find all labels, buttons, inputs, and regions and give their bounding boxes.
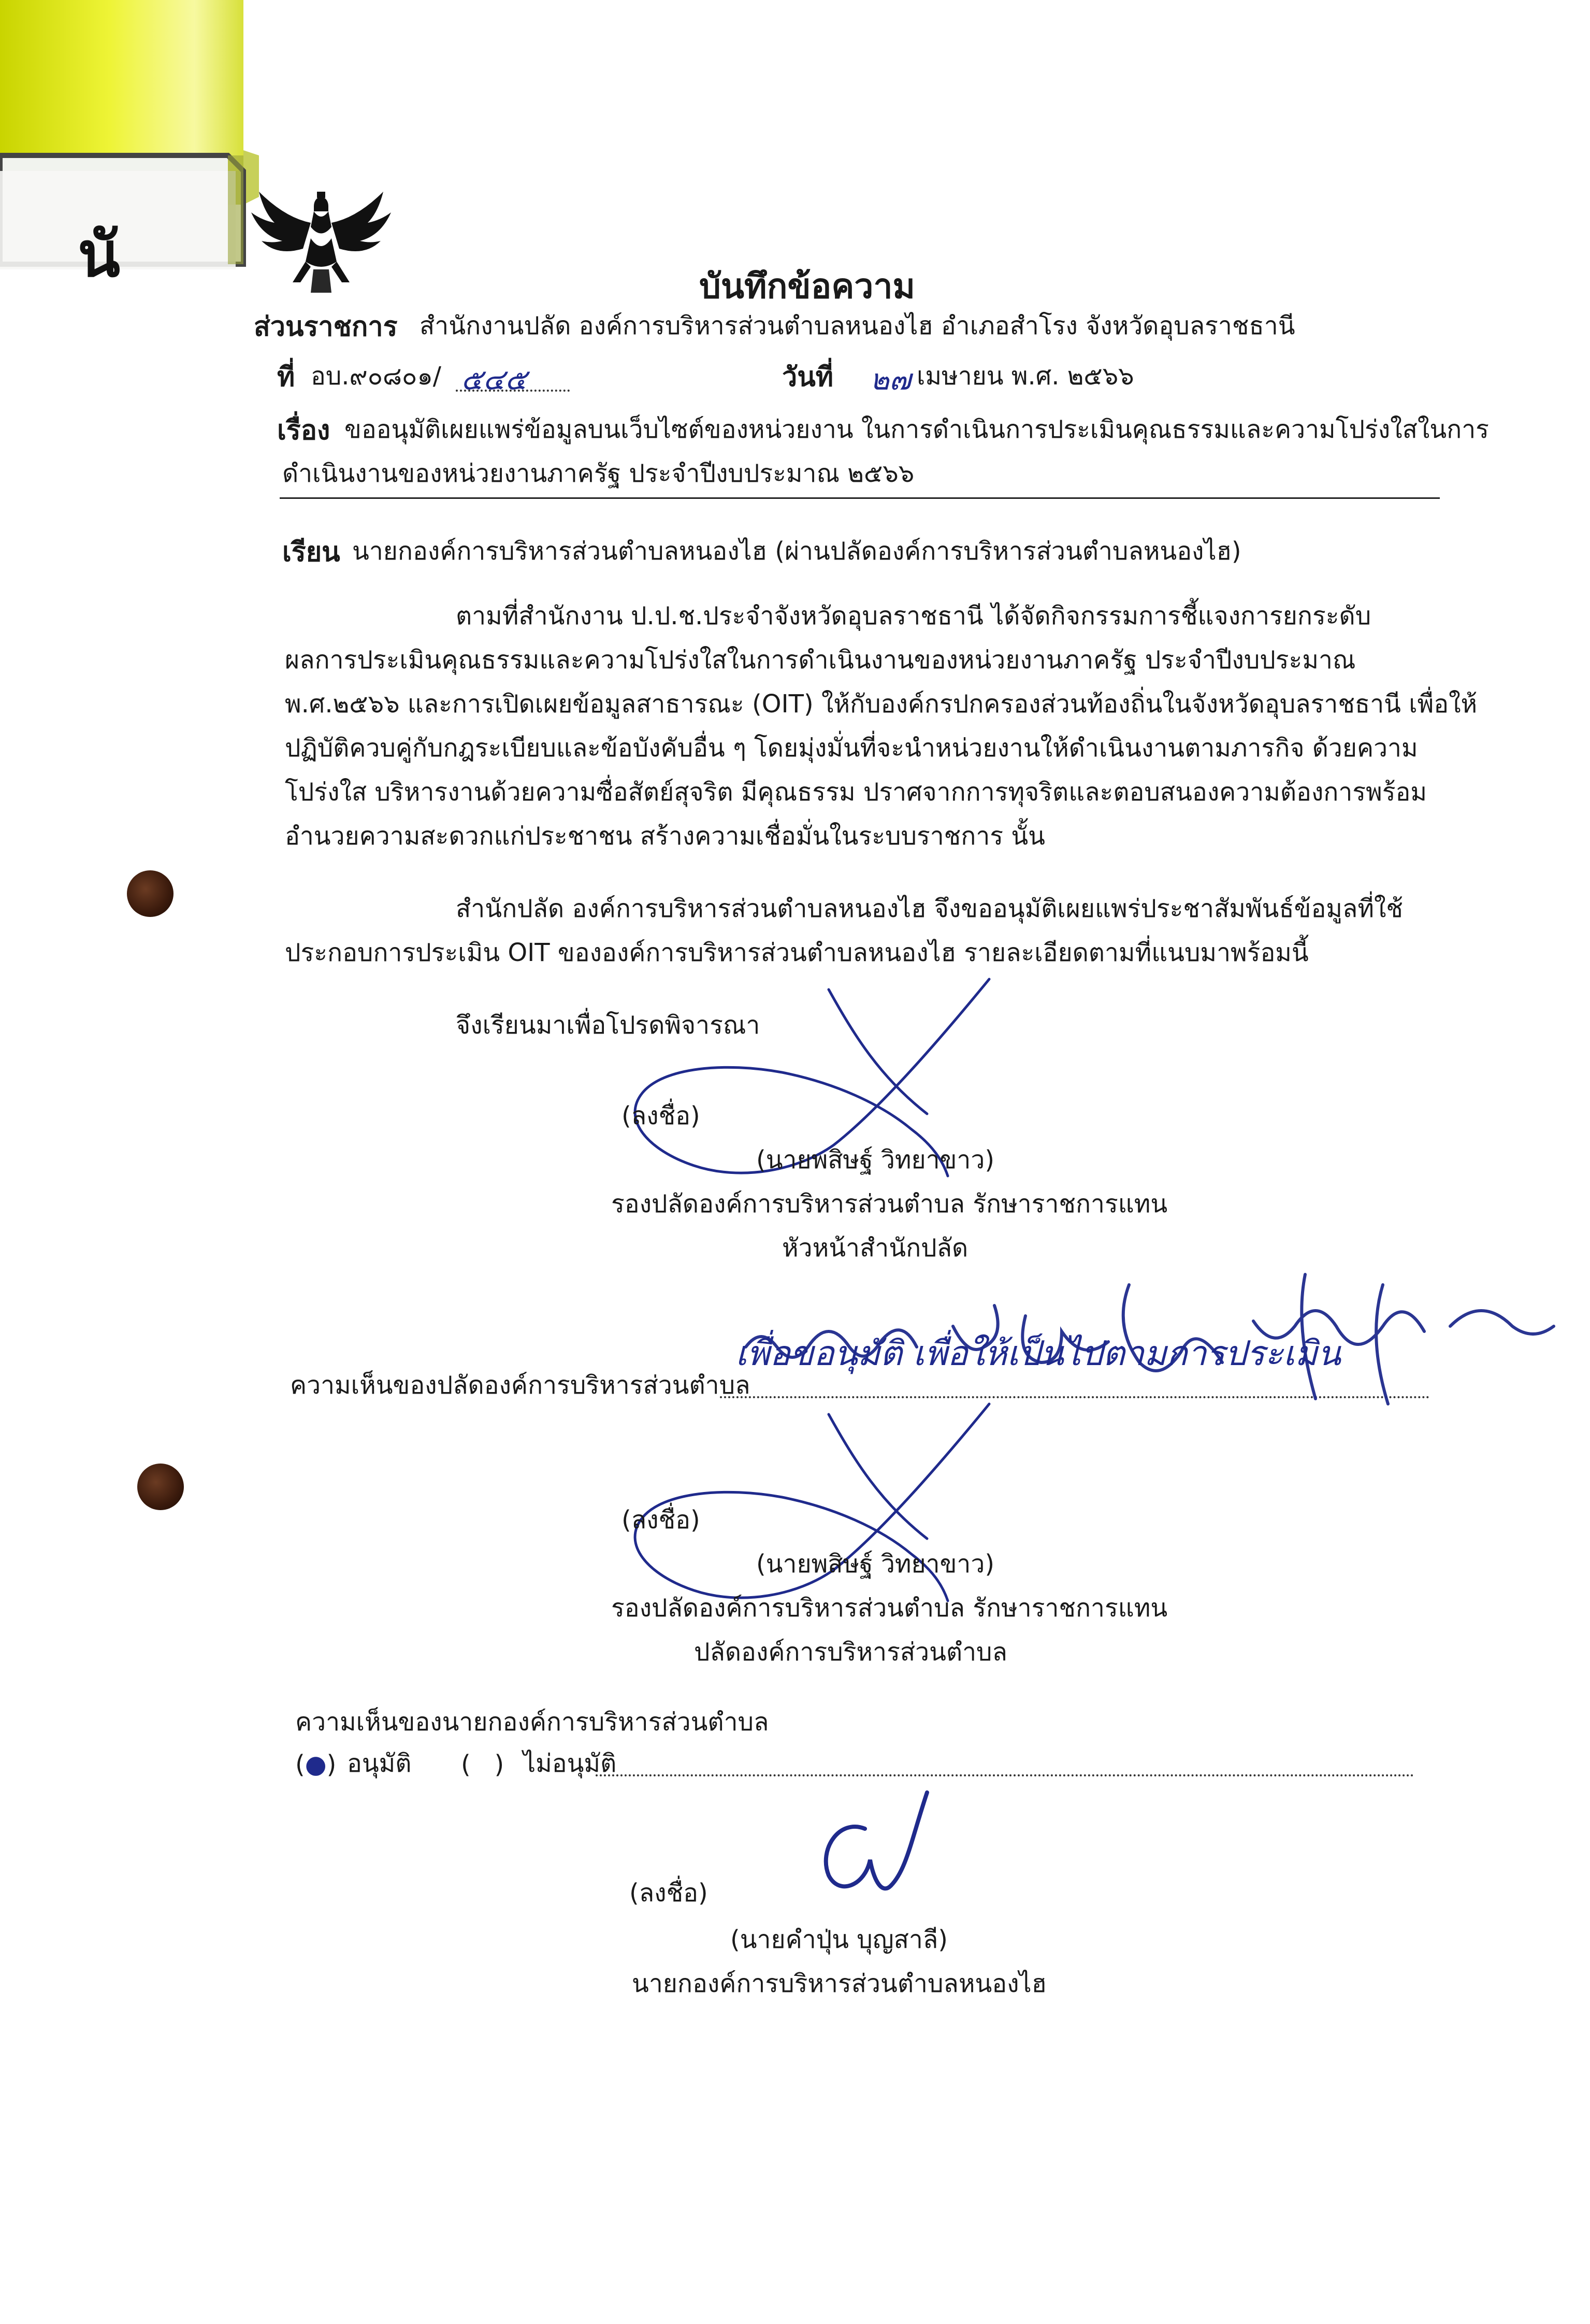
closing-line: จึงเรียนมาเพื่อโปรดพิจารณา <box>456 1011 760 1040</box>
ref-dotted-line <box>456 390 570 392</box>
deputy-opinion-label: ความเห็นของปลัดองค์การบริหารส่วนตำบล <box>290 1371 750 1400</box>
p1-line-1: ตามที่สำนักงาน ป.ป.ช.ประจำจังหวัดอุบลราชธานี ได้จัดกิจกรรมการชี้แจงการยกระดับ <box>456 601 1371 630</box>
date-rest: เมษายน พ.ศ. ๒๕๖๖ <box>917 362 1134 391</box>
binder-clip <box>0 0 259 269</box>
approve-mark-icon: ● <box>305 1750 327 1779</box>
agency-label: ส่วนราชการ <box>254 311 398 342</box>
memo-title: บันทึกข้อความ <box>699 266 916 306</box>
p1-line-3: พ.ศ.๒๕๖๖ และการเปิดเผยข้อมูลสาธารณะ (OIT) ให้กับองค์กรปกครองส่วนท้องถิ่นในจังหวัดอุบลราชธานี เพื่อให้ <box>285 690 1478 719</box>
to-value: นายกองค์การบริหารส่วนตำบลหนองไฮ (ผ่านปลัดองค์การบริหารส่วนตำบลหนองไฮ) <box>352 537 1241 566</box>
sig1-name: (นายพสิษฐ์ วิทยาขาว) <box>756 1145 995 1174</box>
signature-3-scribble <box>808 1782 943 1917</box>
signature-1-scribble <box>611 974 1025 1223</box>
punch-hole-bottom <box>137 1464 184 1510</box>
p2-line-1: สำนักปลัด องค์การบริหารส่วนตำบลหนองไฮ จึงขออนุมัติเผยแพร่ประชาสัมพันธ์ข้อมูลที่ใช้ <box>456 894 1403 923</box>
ref-label: ที่ <box>277 362 295 393</box>
garuda-emblem-icon <box>249 187 394 295</box>
sig3-name: (นายคำปุ่น บุญสาลี) <box>730 1925 948 1954</box>
date-label: วันที่ <box>782 362 834 393</box>
sig1-sign-label: (ลงชื่อ) <box>621 1101 700 1130</box>
approve-label: อนุมัติ <box>347 1749 412 1778</box>
sig3-position-1: นายกองค์การบริหารส่วนตำบลหนองไฮ <box>632 1969 1047 1998</box>
mayor-opinion-label: ความเห็นของนายกองค์การบริหารส่วนตำบล <box>295 1708 769 1737</box>
p1-line-5: โปร่งใส บริหารงานด้วยความซื่อสัตย์สุจริต มีคุณธรรม ปราศจากการทุจริตและตอบสนองความต้องการพร้อม <box>285 778 1427 807</box>
sig2-position-1: รองปลัดองค์การบริหารส่วนตำบล รักษาราชการแทน <box>611 1594 1168 1623</box>
subject-label: เรื่อง <box>277 415 330 446</box>
sig2-name: (นายพสิษฐ์ วิทยาขาว) <box>756 1550 995 1579</box>
sig3-sign-label: (ลงชื่อ) <box>629 1878 708 1907</box>
p1-line-2: ผลการประเมินคุณธรรมและความโปร่งใสในการดำเนินงานของหน่วยงานภาครัฐ ประจำปีงบประมาณ <box>285 645 1356 675</box>
approve-checkbox[interactable]: (●) <box>295 1750 337 1779</box>
reject-label: ไม่อนุมัติ <box>523 1749 617 1778</box>
date-day-handwritten: ๒๗ <box>870 363 912 397</box>
deputy-opinion-handwritten: เพื่อขอนุมัติ เพื่อให้เป็นไปตามการประเมิน <box>735 1333 1341 1373</box>
p2-line-2: ประกอบการประเมิน OIT ขององค์การบริหารส่วนตำบลหนองไฮ รายละเอียดตามที่แนบมาพร้อมนี้ <box>285 938 1309 967</box>
header-divider <box>280 497 1440 499</box>
ref-prefix: อบ.๙๐๘๐๑/ <box>311 362 441 391</box>
punch-hole-top <box>127 870 174 917</box>
sig2-sign-label: (ลงชื่อ) <box>621 1505 700 1534</box>
agency-value: สำนักงานปลัด องค์การบริหารส่วนตำบลหนองไฮ อำเภอสำโรง จังหวัดอุบลราชธานี <box>420 311 1295 340</box>
binder-tab-text: นั <box>78 219 121 291</box>
p1-line-4: ปฏิบัติควบคู่กับกฎระเบียบและข้อบังคับอื่น ๆ โดยมุ่งมั่นที่จะนำหน่วยงานให้ดำเนินงานตามภารกิจ ด้วยความ <box>285 734 1418 763</box>
p1-line-6: อำนวยความสะดวกแก่ประชาชน สร้างความเชื่อมั่นในระบบราชการ นั้น <box>285 822 1045 851</box>
sig1-position-1: รองปลัดองค์การบริหารส่วนตำบล รักษาราชการแทน <box>611 1189 1168 1218</box>
sig2-position-2: ปลัดองค์การบริหารส่วนตำบล <box>694 1638 1007 1667</box>
subject-line-1: ขออนุมัติเผยแพร่ข้อมูลบนเว็บไซต์ของหน่วยงาน ในการดำเนินการประเมินคุณธรรมและความโปร่งใสในการ <box>344 415 1489 444</box>
subject-line-2: ดำเนินงานของหน่วยงานภาครัฐ ประจำปีงบประมาณ ๒๕๖๖ <box>282 459 915 488</box>
to-label: เรียน <box>282 537 340 568</box>
reject-checkbox[interactable]: ( ) <box>461 1750 504 1779</box>
reject-dotted-line <box>596 1774 1414 1776</box>
ref-number-handwritten: ๕๔๕ <box>461 363 527 397</box>
sig1-position-2: หัวหน้าสำนักปลัด <box>782 1233 969 1263</box>
